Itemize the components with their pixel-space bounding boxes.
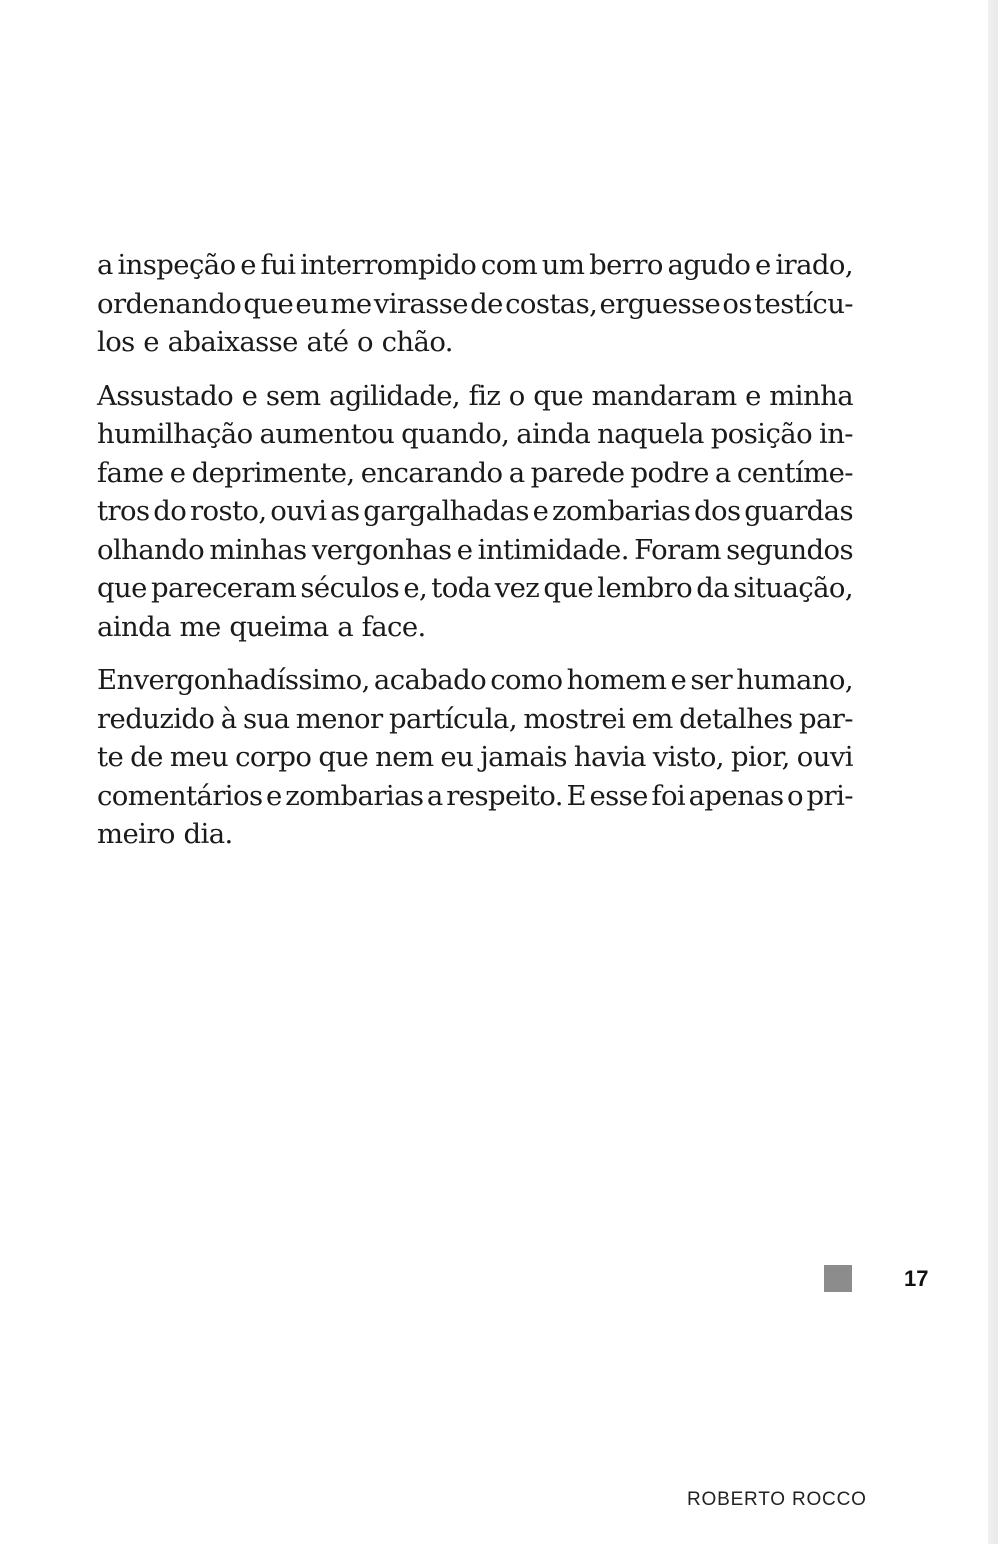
text-line: meiro dia. <box>97 818 233 850</box>
text-line: comentários e zombarias a respeito. E esse foi apenas o pri- <box>97 779 853 812</box>
text-line: reduzido à sua menor partícula, mostrei em detalhes par- <box>97 702 853 735</box>
page-number: 17 <box>904 1266 929 1291</box>
paragraph-1 <box>97 246 853 362</box>
page-edge-shadow <box>988 0 998 1544</box>
text-line: fame e deprimente, encarando a parede podre a centíme- <box>97 456 853 489</box>
text-line: Envergonhadíssimo, acabado como homem e ser humano, <box>97 664 853 696</box>
text-line: olhando minhas vergonhas e intimidade. Foram segundos <box>97 533 853 566</box>
page-marker-square <box>824 1265 852 1292</box>
text-line: ordenando que eu me virasse de costas, erguesse os testícu- <box>97 287 853 320</box>
text-line: humilhação aumentou quando, ainda naquela posição in- <box>97 418 853 450</box>
text-line: Assustado e sem agilidade, fiz o que mandaram e minha <box>97 379 853 412</box>
text-line: a inspeção e fui interrompido com um berro agudo e irado, <box>97 249 853 281</box>
paragraph-2 <box>97 377 853 647</box>
body-text <box>97 246 853 869</box>
text-line: tros do rosto, ouvi as gargalhadas e zombarias dos guardas <box>97 495 853 527</box>
text-line: los e abaixasse até o chão. <box>97 326 453 358</box>
text-line: ainda me queima a face. <box>97 610 426 643</box>
text-line: te de meu corpo que nem eu jamais havia visto, pior, ouvi <box>97 741 853 773</box>
paragraph-3 <box>97 661 853 854</box>
text-line: que pareceram séculos e, toda vez que lembro da situação, <box>97 572 853 604</box>
author-footer: ROBERTO ROCCO <box>687 1489 867 1510</box>
